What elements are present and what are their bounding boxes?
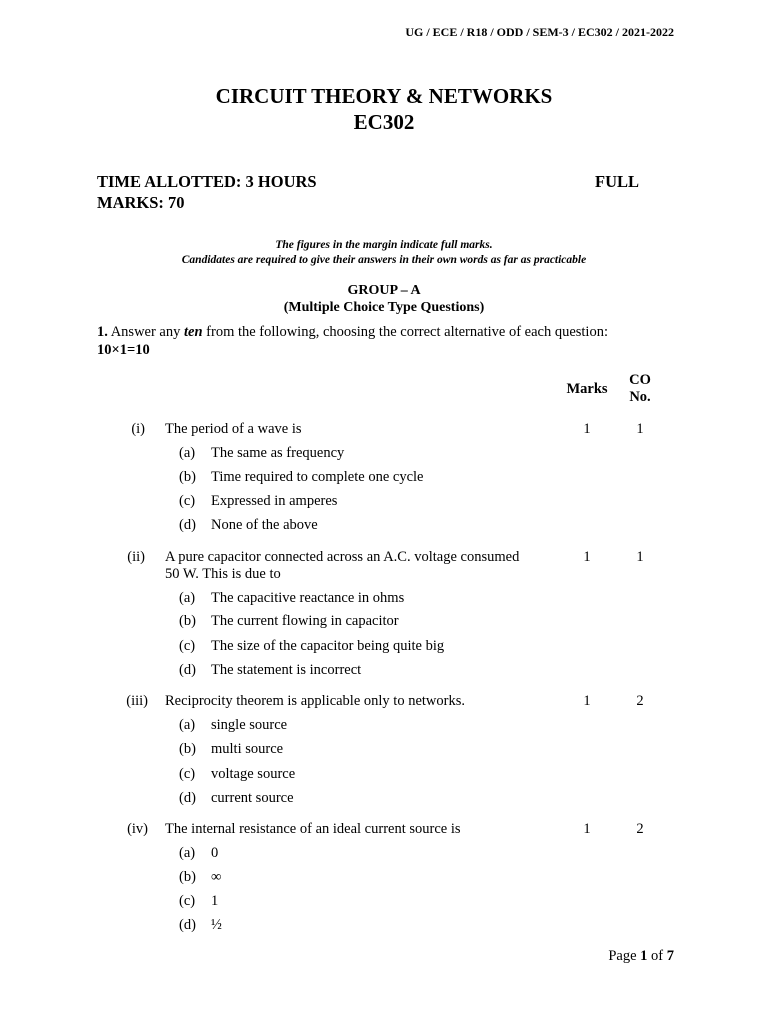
instruction-number: 1. bbox=[97, 324, 108, 340]
question-text: The internal resistance of an ideal current source is bbox=[165, 821, 461, 837]
instruction-post: from the following, choosing the correct alternative of each question: bbox=[206, 324, 608, 340]
co-header-line-1: CO bbox=[629, 372, 651, 388]
full-label: FULL bbox=[595, 172, 640, 191]
co-header-line-2: No. bbox=[629, 389, 651, 405]
option-text: multi source bbox=[211, 741, 284, 757]
question-co: 2 bbox=[636, 821, 644, 837]
question-co: 1 bbox=[636, 421, 644, 437]
question-number: (iv) bbox=[127, 821, 148, 837]
option-text: The current flowing in capacitor bbox=[211, 613, 399, 629]
option-label: (c) bbox=[179, 493, 196, 509]
option-text: single source bbox=[211, 717, 288, 733]
group-title: GROUP – A bbox=[347, 283, 421, 298]
option-label: (c) bbox=[179, 893, 196, 909]
group-subtitle: (Multiple Choice Type Questions) bbox=[283, 300, 485, 315]
question-marks: 1 bbox=[583, 821, 591, 837]
option-label: (a) bbox=[179, 717, 196, 733]
note-line-1: The figures in the margin indicate full marks. bbox=[275, 239, 493, 251]
full-marks: MARKS: 70 bbox=[97, 193, 185, 212]
instruction-pre: Answer any bbox=[110, 324, 181, 340]
option-label: (d) bbox=[179, 517, 196, 533]
question-text: The period of a wave is bbox=[165, 421, 302, 437]
option-text: ½ bbox=[211, 917, 222, 933]
question-number: (iii) bbox=[126, 693, 148, 709]
question-marks: 1 bbox=[583, 693, 591, 709]
question-marks: 1 bbox=[583, 549, 591, 565]
paper-title: CIRCUIT THEORY & NETWORKS bbox=[215, 84, 553, 108]
question-number: (ii) bbox=[127, 549, 145, 565]
option-text: The same as frequency bbox=[211, 445, 345, 461]
time-allotted: TIME ALLOTTED: 3 HOURS bbox=[97, 172, 317, 191]
question-text-line-1: A pure capacitor connected across an A.C. voltage consumed bbox=[165, 549, 520, 565]
option-text: 1 bbox=[211, 893, 219, 909]
option-text: Time required to complete one cycle bbox=[211, 469, 424, 485]
note-line-2: Candidates are required to give their answers in their own words as far as practicable bbox=[181, 254, 587, 266]
document-reference: UG / ECE / R18 / ODD / SEM-3 / EC302 / 2021-2022 bbox=[405, 25, 674, 39]
instruction-emph: ten bbox=[184, 324, 203, 340]
question-text: Reciprocity theorem is applicable only to networks. bbox=[165, 693, 465, 709]
option-text: Expressed in amperes bbox=[211, 493, 338, 509]
question-number: (i) bbox=[131, 421, 145, 437]
option-text: ∞ bbox=[211, 869, 222, 885]
option-text: voltage source bbox=[211, 766, 296, 782]
option-text: The statement is incorrect bbox=[211, 662, 362, 678]
option-label: (b) bbox=[179, 741, 196, 757]
question-text-line-2: 50 W. This is due to bbox=[165, 566, 281, 582]
option-label: (c) bbox=[179, 766, 196, 782]
option-label: (a) bbox=[179, 445, 196, 461]
page-total: 7 bbox=[666, 948, 674, 964]
instruction bbox=[97, 324, 608, 341]
option-text: The size of the capacitor being quite big bbox=[211, 638, 445, 654]
option-label: (d) bbox=[179, 662, 196, 678]
page-indicator bbox=[608, 948, 674, 965]
option-label: (a) bbox=[179, 845, 196, 861]
option-label: (a) bbox=[179, 590, 196, 606]
marks-column-header: Marks bbox=[566, 381, 608, 397]
option-text: current source bbox=[211, 790, 294, 806]
option-label: (b) bbox=[179, 869, 196, 885]
question-co: 1 bbox=[636, 549, 644, 565]
option-label: (b) bbox=[179, 613, 196, 629]
option-label: (b) bbox=[179, 469, 196, 485]
paper-code: EC302 bbox=[353, 110, 415, 134]
question-marks: 1 bbox=[583, 421, 591, 437]
question-co: 2 bbox=[636, 693, 644, 709]
page-word: Page bbox=[608, 948, 637, 964]
option-label: (c) bbox=[179, 638, 196, 654]
option-text: The capacitive reactance in ohms bbox=[211, 590, 405, 606]
option-label: (d) bbox=[179, 790, 196, 806]
instruction-marks: 10×1=10 bbox=[97, 342, 150, 358]
page-current: 1 bbox=[640, 948, 648, 964]
co-column-header bbox=[625, 372, 655, 406]
option-label: (d) bbox=[179, 917, 196, 933]
option-text: 0 bbox=[211, 845, 219, 861]
page-of: of bbox=[651, 948, 664, 964]
option-text: None of the above bbox=[211, 517, 318, 533]
